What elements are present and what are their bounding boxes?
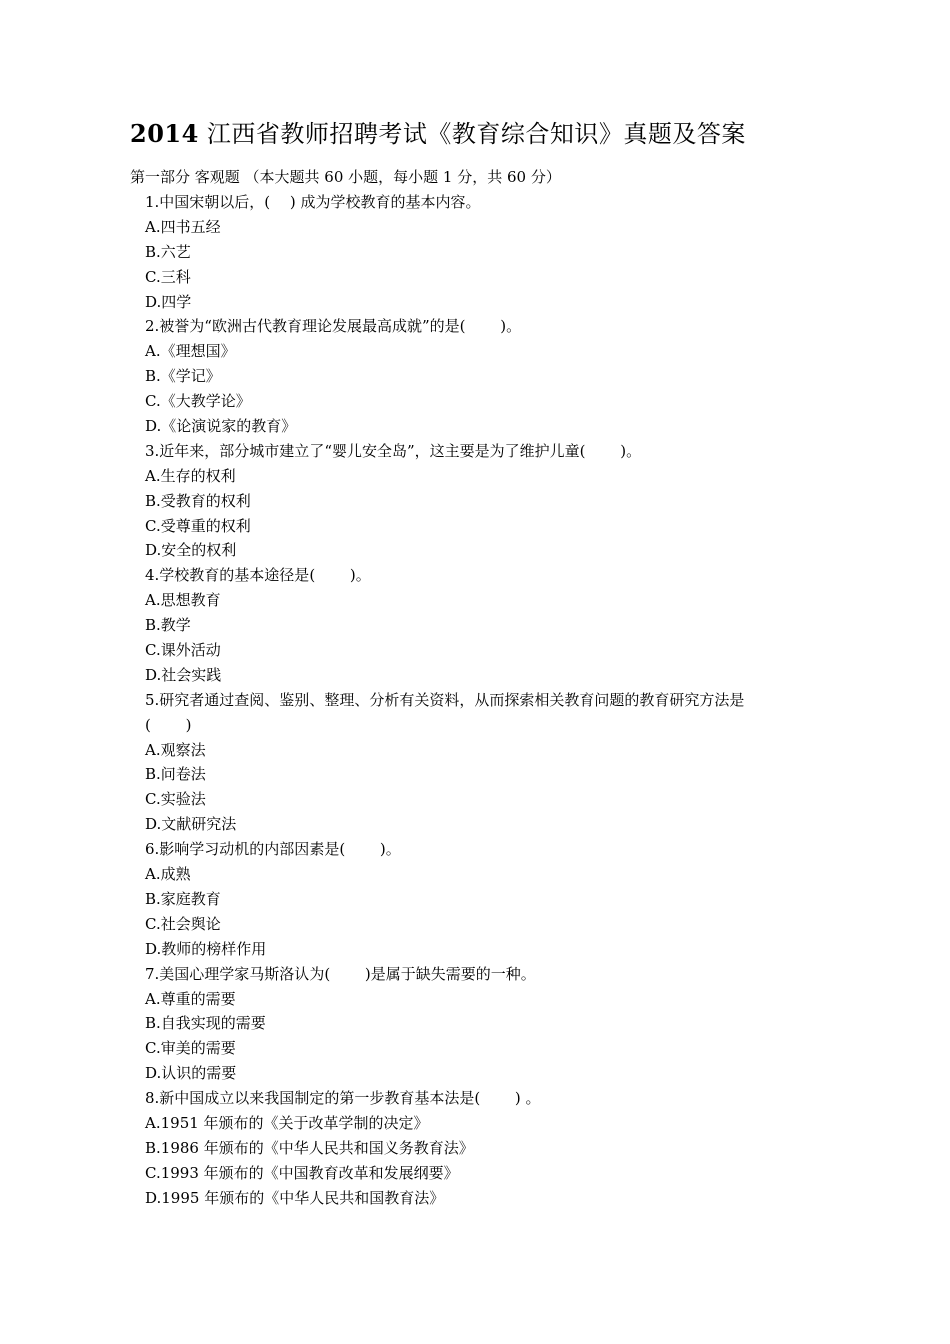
answer-option: C.课外活动 [145,641,221,660]
page-title [130,114,746,154]
section-heading: 第一部分 客观题 （本大题共 60 小题，每小题 1 分，共 60 分） [130,168,561,186]
answer-option: B.问卷法 [145,765,206,784]
answer-option: C.实验法 [145,790,206,809]
title-text: 江西省教师招聘考试《教育综合知识》真题及答案 [198,120,746,148]
question-text: 4.学校教育的基本途径是( )。 [145,566,371,585]
title-year: 2014 [130,119,199,148]
answer-option: D.安全的权利 [145,541,237,560]
answer-option: B.1986 年颁布的《中华人民共和国义务教育法》 [145,1138,474,1157]
answer-option: A.尊重的需要 [145,989,236,1008]
answer-option: A.观察法 [145,740,206,759]
question-text: 7.美国心理学家马斯洛认为( )是属于缺失需要的一种。 [145,964,536,983]
answer-option: A.四书五经 [145,217,221,236]
answer-option: B.家庭教育 [145,889,221,908]
answer-option: C.1993 年颁布的《中国教育改革和发展纲要》 [145,1163,459,1182]
question-list [145,190,825,1211]
answer-option: D.认识的需要 [145,1064,237,1083]
question-text: 6.影响学习动机的内部因素是( )。 [145,840,401,859]
answer-option: D.文献研究法 [145,815,237,834]
answer-option: A.1951 年颁布的《关于改革学制的决定》 [145,1113,429,1132]
answer-option: D.1995 年颁布的《中华人民共和国教育法》 [145,1188,445,1207]
answer-option: B.自我实现的需要 [145,1014,266,1033]
question-text: 8.新中国成立以来我国制定的第一步教育基本法是( ) 。 [145,1089,541,1108]
answer-option: B.六艺 [145,242,191,261]
answer-option: D.《论演说家的教育》 [145,417,297,436]
answer-option: C.社会舆论 [145,914,221,933]
answer-option: A.《理想国》 [145,342,236,361]
answer-option: B.《学记》 [145,367,221,386]
answer-option: D.四学 [145,292,192,311]
answer-option: A.生存的权利 [145,466,236,485]
answer-option: A.思想教育 [145,591,221,610]
question-text: 2.被誉为“欧洲古代教育理论发展最高成就”的是( )。 [145,317,522,336]
answer-option: C.受尊重的权利 [145,516,251,535]
question-text: 3.近年来，部分城市建立了“婴儿安全岛”，这主要是为了维护儿童( )。 [145,441,642,460]
answer-option: C.三科 [145,267,191,286]
answer-option: B.教学 [145,616,191,635]
question-text: 5.研究者通过查阅、鉴别、整理、分析有关资料，从而探索相关教育问题的教育研究方法是 [145,690,745,709]
answer-option: A.成熟 [145,865,191,884]
answer-option: C.审美的需要 [145,1039,236,1058]
answer-option: D.社会实践 [145,665,222,684]
answer-option: D.教师的榜样作用 [145,939,267,958]
question-text: ( ) [145,715,192,734]
answer-option: C.《大教学论》 [145,392,251,411]
answer-option: B.受教育的权利 [145,491,251,510]
question-text: 1.中国宋朝以后，( ) 成为学校教育的基本内容。 [145,193,481,211]
